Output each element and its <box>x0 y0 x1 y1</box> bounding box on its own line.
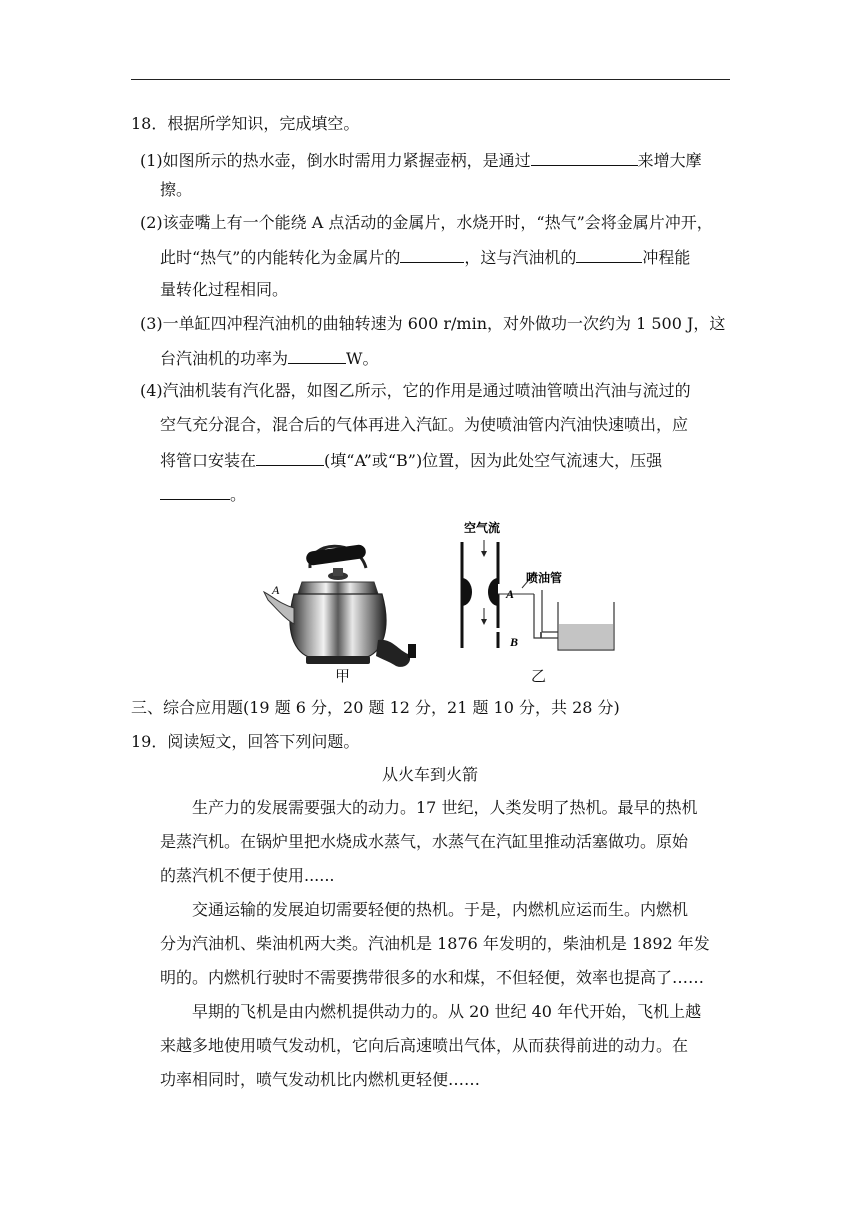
figure-caption-left: 甲 <box>335 667 351 685</box>
header-rule <box>131 79 730 80</box>
kettle-image <box>264 544 416 667</box>
carburetor-diagram <box>462 540 614 650</box>
q18-p3-text-c: W。 <box>346 349 379 368</box>
q18-part3-line1: (3)一单缸四冲程汽油机的曲轴转速为 600 r/min，对外做功一次约为 1 500 J，这 <box>140 314 726 333</box>
label-air-flow: 空气流 <box>464 521 501 535</box>
q18-p4-text-d: (填“A”或“B”)位置，因为此处空气流速大，压强 <box>324 451 663 470</box>
article-para1-line1: 生产力的发展需要强大的动力。17 世纪，人类发明了热机。最早的热机 <box>192 798 698 817</box>
answer-blank-6[interactable] <box>160 483 230 500</box>
article-para3-line2: 来越多地使用喷气发动机，它向后高速喷出气体，从而获得前进的动力。在 <box>160 1036 689 1055</box>
figure <box>258 520 618 688</box>
label-fuel-pipe: 喷油管 <box>526 571 563 585</box>
q18-p1-text-b: 来增大摩 <box>637 151 702 170</box>
article-para1-line3: 的蒸汽机不便于使用...... <box>160 866 335 885</box>
q18-stem: 18．根据所学知识，完成填空。 <box>131 114 360 133</box>
label-point-a: A <box>506 587 515 601</box>
kettle-label-a: A <box>272 583 280 597</box>
q18-p2-text-d: 冲程能 <box>642 248 691 267</box>
q18-part4-line2: 空气充分混合，混合后的气体再进入汽缸。为使喷油管内汽油快速喷出，应 <box>160 415 689 434</box>
q18-part4-line3 <box>160 449 662 471</box>
label-point-b: B <box>510 635 519 649</box>
q18-p3-text-b: 台汽油机的功率为 <box>160 349 289 368</box>
article-para2-line1: 交通运输的发展迫切需要轻便的热机。于是，内燃机应运而生。内燃机 <box>192 900 689 919</box>
q18-p4-text-e: 。 <box>230 485 247 504</box>
article-para1-line2: 是蒸汽机。在锅炉里把水烧成水蒸气，水蒸气在汽缸里推动活塞做功。原始 <box>160 832 689 851</box>
q18-part4-line4 <box>160 483 246 505</box>
figure-caption-right: 乙 <box>531 667 547 685</box>
article-title: 从火车到火箭 <box>381 765 478 784</box>
q18-p2-text-b: 此时“热气”的内能转化为金属片的 <box>160 248 401 267</box>
q18-part2-line2 <box>160 246 690 268</box>
q18-p4-text-c: 将管口安装在 <box>160 451 257 470</box>
q18-part2-line1: (2)该壶嘴上有一个能绕 A 点活动的金属片，水烧开时，“热气”会将金属片冲开， <box>140 213 713 232</box>
answer-blank-1[interactable] <box>531 149 638 166</box>
answer-blank-5[interactable] <box>256 449 324 466</box>
answer-blank-2[interactable] <box>400 246 464 263</box>
answer-blank-3[interactable] <box>576 246 642 263</box>
article-para3-line3: 功率相同时，喷气发动机比内燃机更轻便…… <box>160 1070 481 1089</box>
section3-heading: 三、综合应用题(19 题 6 分，20 题 12 分，21 题 10 分，共 28 分) <box>131 698 620 717</box>
q18-p2-text-c: ，这与汽油机的 <box>464 248 577 267</box>
q18-p1-text-a: (1)如图所示的热水壶，倒水时需用力紧握壶柄，是通过 <box>140 151 531 170</box>
q18-part3-line2 <box>160 347 378 369</box>
answer-blank-4[interactable] <box>288 347 346 364</box>
figure-illustration <box>258 520 618 688</box>
q18-part2-line3: 量转化过程相同。 <box>160 280 289 299</box>
q18-part4-line1: (4)汽油机装有汽化器，如图乙所示，它的作用是通过喷油管喷出汽油与流过的 <box>140 381 691 400</box>
article-para3-line1: 早期的飞机是由内燃机提供动力的。从 20 世纪 40 年代开始，飞机上越 <box>192 1002 702 1021</box>
article-para2-line2: 分为汽油机、柴油机两大类。汽油机是 1876 年发明的，柴油机是 1892 年发 <box>160 934 710 953</box>
q18-part1-line1 <box>140 149 702 171</box>
q19-stem: 19．阅读短文，回答下列问题。 <box>131 732 360 751</box>
article-para2-line3: 明的。内燃机行驶时不需要携带很多的水和煤，不但轻便，效率也提高了…… <box>160 968 705 987</box>
q18-part1-line2: 擦。 <box>160 180 193 199</box>
